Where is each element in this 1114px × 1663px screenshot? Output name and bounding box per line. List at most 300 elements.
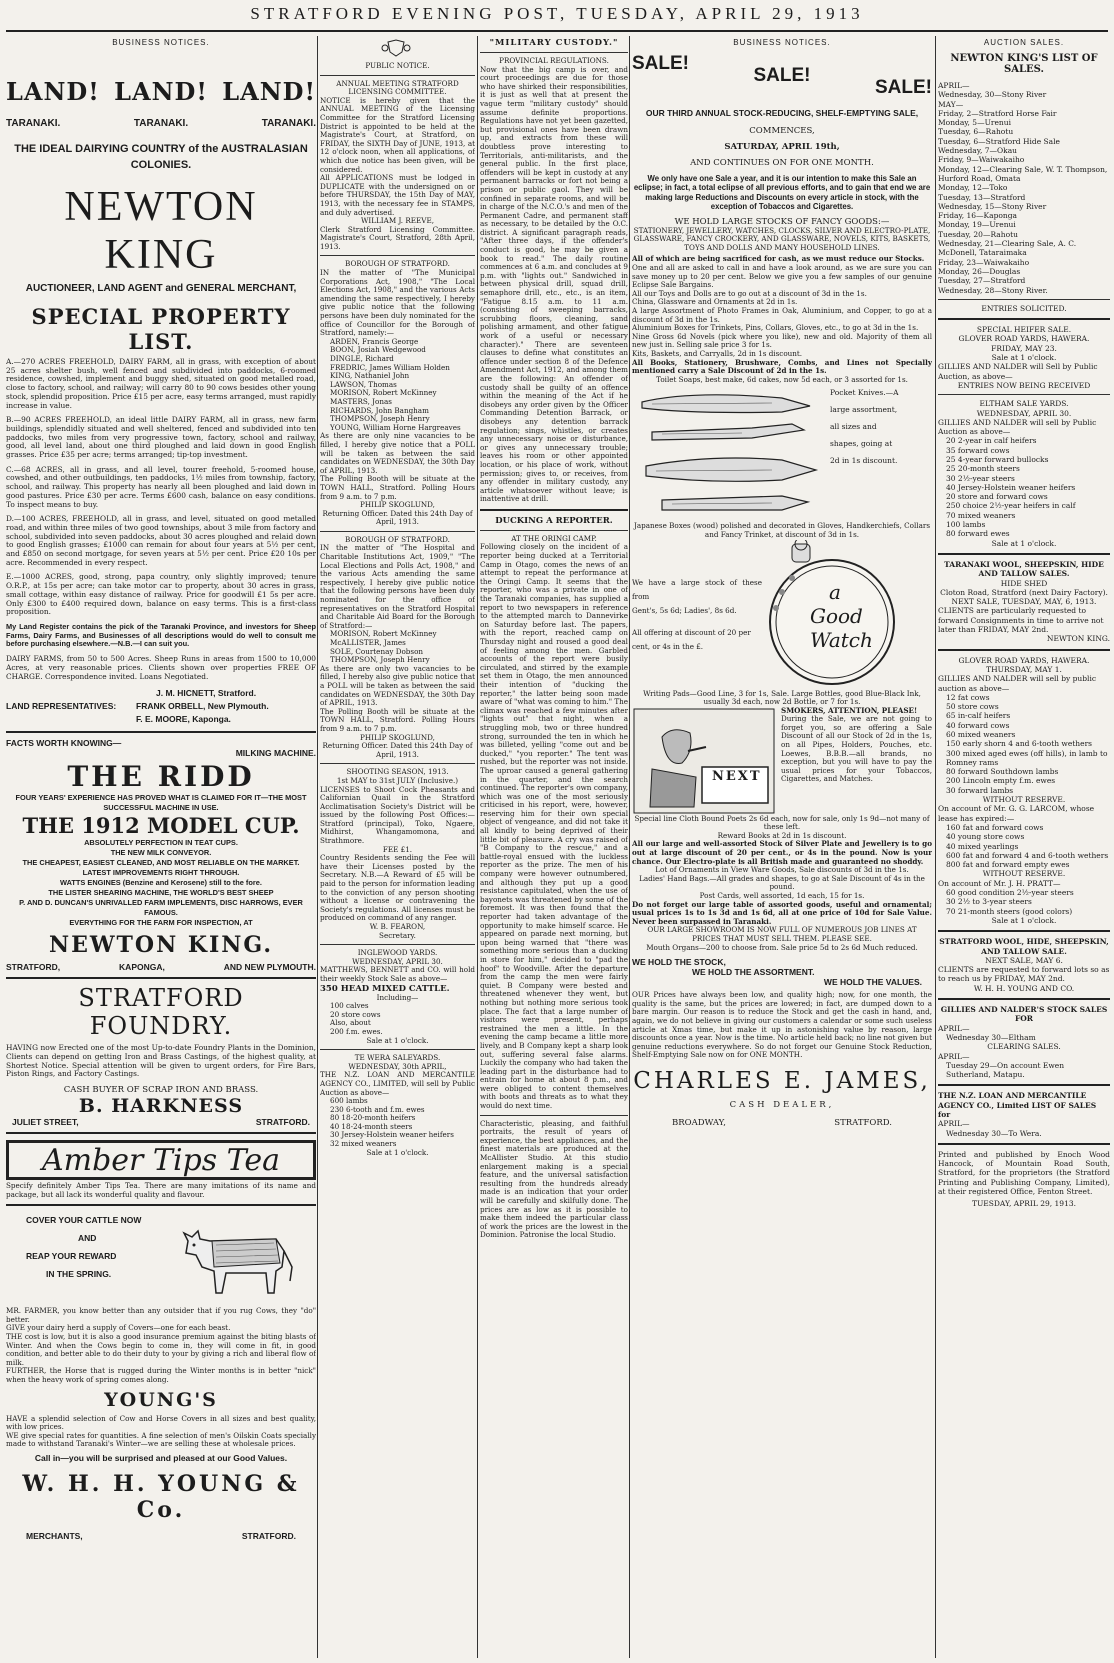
without-reserve: WITHOUT RESERVE. [982, 869, 1066, 879]
farmer-para: THE cost is low, but it is also a good insurance premium against the biting blasts of Winter. And when the Cows begin to come in, they will come in fit, in good condition, and better able to do their duty to your by giving a rich and liberal flow of milk. [6, 1331, 316, 1367]
nominee: FREDRIC, James William Holden [330, 362, 450, 372]
sale-time: Sale at 1 o'clock. [366, 1147, 429, 1157]
sale-date-item: Friday, 9—Waiwakaiho [938, 155, 1025, 165]
nominee: MORISON, Robert McKinney [330, 388, 437, 398]
column-divider [629, 36, 630, 1658]
stock-item: 60 good condition 2½-year steers [946, 888, 1074, 898]
borough-text: IN the matter of "The Municipal Corporations Act, 1908," "The Local Elections Act, 1908," and the various Acts amending the same respectively, I hereby give public notice that the following persons have been duly nominated for the office of Councillor for the Borough of Stratford, namely:— [320, 268, 475, 338]
applications-text: All APPLICATIONS must be lodged in DUPLICATE with the undersigned on or before THURSDAY, the 15th Day of MAY, 1913, with the necessary fee in STAMPS, and duly advertised. [320, 173, 475, 217]
nominee: LAWSON, Thomas [330, 379, 397, 389]
four-years-line: FOUR YEARS' EXPERIENCE HAS PROVED WHAT IS CLAIMED FOR IT—THE MOST SUCCESSFUL MACHINE IN USE. [15, 793, 307, 813]
next-sign: NEXT [712, 768, 762, 784]
divider [938, 299, 1110, 300]
sale-date-item: Tuesday 29—On account Ewen Sutherland, Matapu. [946, 1060, 1065, 1080]
stock-item: 200 f.m. ewes. [330, 1026, 383, 1036]
prices-text: OUR Prices have always been low, and quality high; now, for one month, the quality is the same, but the prices are lowered; in fact, are dumped down to a bare margin. Our reason is to reduce the Stock and get the cash in hand, and, again, we do not believe in giving our customers a calendar or some such useless article at Xmas time, but make it up in astonishing value by reason, large discounts once a year. Now is the time. No article held back; no line not given but genuine reductions everywhere. So do not forget our Genuine Stock Reduction, Shelf-Emptying Sale now on for ONE MONTH. [632, 990, 932, 1060]
bargain-list [632, 290, 932, 359]
military-custody-text: Now that the big camp is over, and court proceedings are due for those who have shirked their responsibilities, it is just as well that at present the vague term "military custody" should assume definite proportions. Regulations have not yet been gazetted, but provisional ones have been drawn up, and extracts from these will doubtless prove interesting to Territorials, anti-militarists, and the general public. In the first place, offenders will be kept in custody at any permanent barracks or fort not being a prison or public gaol. They will be confined in separate rooms, and will be in charge of the N.C.O.'s and men of the Permanent Cadre, and permanent staff as necessary, to be detailed by the O.C. district. A significant paragraph reads, "After three days, if the offender's conduct is good, he may be given a book to read." The daily routine commences at 6 a.m. and concludes at 9 p.m. with "lights out." Sandwiched in between physical drill, squad drill, semaphore drill, etc., etc., is an item, "Fatigue 8.15 a.m. to 11 a.m. (consisting of sweeping barracks, scrubbing floors, cleaning, sand polishing armament, and other fatigue work of a useful or necessary character)." There are seventeen clauses to define what constitutes an offence under section 8 of the Defence Amendment Act, 1912, and among them are the following: An offender of custody shall be guilty of an offence within the meaning of the Act if he disobeys any order given by the Officer Commanding Detention Barrack, or disobeys any detention barrack regulation; sings, whistles, or creates any unnecessary noise or disturbance, or gives any unnecessary trouble; leaves his room or other appointed location, or his place of work, without permission; gives to, or receives, from any offender in military custody, any article whatsoever without leave; is inattentive at drill. [480, 64, 628, 504]
next-sale-line: NEXT SALE, MAY 6. [985, 955, 1063, 965]
machine-line: THE CHEAPEST, EASIEST CLEANED, AND MOST RELIABLE ON THE MARKET. [22, 858, 300, 868]
stock-item: 20 store and forward cows [946, 492, 1048, 502]
divider [938, 394, 1110, 395]
covered-cow-illustration [166, 1211, 306, 1301]
handbags-line: Ladies' Hand Bags.—All grades and shapes, to go at Sale Discount of 4s in the pound. [639, 873, 925, 892]
sale-time: Sale at 1 o'clock. [991, 353, 1057, 363]
shooting-dates: 1st MAY to 31st JULY (Inclusive.) [336, 775, 459, 785]
stock-item: 200 Lincoln empty f.m. ewes [946, 776, 1056, 786]
third-annual-sale: OUR THIRD ANNUAL STOCK-REDUCING, SHELF-EMPTYING SALE, [645, 108, 919, 118]
watch-line: cent, or 4s in the £. [632, 641, 704, 651]
property-item: A.—270 ACRES FREEHOLD, DAIRY FARM, all in grass, with exception of about 25 acres shelter bush, well fenced and subdivided into paddocks, 6-roomed residence, cowshed, implement and buggy shed, situated on good metalled road, close to factory, school, and railway; will carry 80 to 90 cows besides other young stock, splendid proposition. Price £15 per acre, easy terms arranged, must rapidly increase in value. [6, 357, 316, 410]
watch-text [632, 576, 762, 654]
smokers-text-block [777, 707, 932, 815]
machine-line: ABSOLUTELY PERFECTION IN TEAT CUPS. [84, 838, 238, 848]
stock-item: 40 Jersey-Holstein weaner heifers [946, 482, 1076, 492]
gillies-nalder-text: GILLIES AND NALDER will Sell by Public Auction, as above— [938, 362, 1098, 381]
smokers-ad [632, 707, 932, 815]
machine-line: THE NEW MILK CONVEYOR. [110, 848, 212, 858]
machine-line: EVERYTHING FOR THE FARM FOR INSPECTION, AT [69, 918, 253, 928]
returning-officer-title: Returning Officer. Dated this 24th Day of April, 1913. [322, 741, 473, 759]
sale-date-item: Monday, 12—Toko [938, 183, 1008, 193]
gn-stock-sales-title: GILLIES AND NALDER'S STOCK SALES FOR [940, 1005, 1108, 1024]
divider [938, 1143, 1110, 1145]
smokers-title: SMOKERS, ATTENTION, PLEASE! [781, 705, 918, 715]
column-divider [477, 36, 478, 1658]
reeve-name: WILLIAM J. REEVE, [361, 216, 434, 226]
stock-item: Also, about [330, 1018, 371, 1028]
sale-date-item: Wednesday, 28—Stony River. [938, 285, 1048, 295]
cover-line: IN THE SPRING. [46, 1269, 112, 1280]
property-item: D.—100 ACRES, FREEHOLD, all in grass, and level, situated on good metalled road, and within three miles of two good townships, about 3 mile from factory and school, subdivided into seven paddocks, about 30 acres ploughed and relaid down to good English grasses; £1000 can remain for about four years at 5½ per cent, and £850 on second mortgage, for seven years at 5½ per cent. Price £20 10s per acre. Recommended in every respect. [6, 514, 316, 567]
sale-date-item: Wednesday, 21—Clearing Sale, A. C. McDonell, Tataraimaka [938, 239, 1077, 258]
column-auction-sales [938, 36, 1110, 1658]
column-heading: BUSINESS NOTICES. [112, 38, 210, 47]
foundry-text: HAVING now Erected one of the most Up-to-date Foundry Plants in the Dominion, Clients can depend on getting Iron and Brass Castings, of the highest quality, at Shortest Notice. Special attention will be given to urgent orders, for Fire Bars, Piston Rings, and Factory Castings. [6, 1043, 316, 1079]
stock-item: 40 forward cows [946, 720, 1010, 730]
town: STRATFORD. [241, 1530, 296, 1541]
sale-time: Sale at 1 o'clock. [991, 538, 1057, 548]
nominee-list [320, 338, 475, 433]
cover-cattle-headline [6, 1211, 166, 1301]
sale-date-item: MAY— [938, 99, 964, 109]
stock-item: 300 mixed aged ewes (off hills), in lamb to Romney rams [946, 748, 1108, 767]
stock-item: 20 store cows [330, 1009, 381, 1019]
polling-booth: The Polling Booth will be situate at the TOWN HALL, Stratford. Polling Hours from 9 a.m. to 7 p.m. [320, 706, 475, 733]
sale-date-item: Tuesday, 6—Stratford Hide Sale [938, 136, 1060, 146]
wool-sales-title: TARANAKI WOOL, SHEEPSKIN, HIDE AND TALLOW SALES. [944, 559, 1104, 579]
machine-lines [6, 838, 316, 928]
taranaki-banner [6, 118, 316, 129]
stock-item: 100 lambs [946, 520, 986, 530]
divider [938, 649, 1110, 651]
masthead-rule [6, 30, 1108, 32]
street: BROADWAY, [672, 1117, 726, 1128]
april-label: APRIL— [938, 1051, 970, 1061]
shooting-season-title: SHOOTING SEASON, 1913. [346, 767, 449, 777]
divider [320, 944, 475, 945]
pocket-knives-ad [632, 384, 932, 522]
column-divider [317, 36, 318, 1658]
annual-meeting-text: NOTICE is hereby given that the ANNUAL MEETING of the Licensing Committee for the Stratford Licensing District is appointed to be held at the Magistrate's Court, at Stratford, on FRIDAY, the SIXTH Day of JUNE, 1913, at 12 o'clock noon, when all applications, of which due notice has been given, will be considered. [320, 95, 475, 174]
nominee: DINGLE, Richard [330, 354, 394, 363]
town: KAPONGA, [119, 962, 165, 973]
head-cattle-line: 350 HEAD MIXED CATTLE. [320, 983, 450, 994]
stock-item: 70 mixed weaners [946, 510, 1016, 520]
stock-item: 40 young store cows [946, 832, 1025, 842]
bargain-item: Kits, Baskets, and Carryalls, 2d in 1s discount. [632, 348, 803, 358]
column-charles-james-sale [632, 36, 932, 1658]
representative: FRANK ORBELL, New Plymouth. [136, 701, 269, 712]
taranaki-word: TARANAKI. [133, 118, 189, 129]
printed-by: Printed and published by Enoch Wood Hancock, of Mountain Road South, Stratford, for the proprietors (the Stratford Printing and Publishing Company, Limited), at their registered Office, Fenton Street. [938, 1149, 1110, 1197]
divider [938, 930, 1110, 932]
land-word: LAND! [222, 77, 316, 106]
special-property-title: SPECIAL PROPERTY LIST. [31, 304, 291, 354]
newton-king-signature: NEWTON KING. [1046, 634, 1110, 644]
stocks-heading: WE HOLD LARGE STOCKS OF FANCY GOODS:— [674, 216, 890, 227]
nominee: THOMPSON, Joseph Henry [330, 414, 430, 424]
bargain-item: All our Toys and Dolls are to go out at a discount of 3d in the 1s. [632, 288, 867, 298]
newton-king-footer: NEWTON KING. [48, 932, 274, 959]
nominee: McALLISTER, James [330, 638, 406, 647]
facts-heading: FACTS WORTH KNOWING— [6, 738, 122, 749]
nz-loan-text: THE N.Z. LOAN AND MERCANTILE AGENCY CO., LIMITED, will sell by Public Auction as above— [320, 1070, 475, 1097]
poll-notice: As there are only two vacancies to be filled, I hereby also give public notice that a POLL will be taken as between the said candidates on WEDNESDAY, the 30th Day of APRIL, 1913. [320, 663, 475, 708]
provincial-regulations-subtitle: PROVINCIAL REGULATIONS. [499, 56, 609, 65]
sale-date-item: Monday, 5—Urenui [938, 118, 1011, 128]
land-banner [6, 77, 316, 106]
hold-stock: WE HOLD THE STOCK, [632, 957, 726, 968]
bargain-item: Aluminium Boxes for Trinkets, Pins, Collars, Gloves, etc., to go at 3d in the 1s. [632, 323, 919, 333]
clients-note: CLIENTS are particularly requested to forward Consignments in time to arrive not later than FRIDAY, MAY 2nd. [938, 606, 1104, 635]
stock-item: 32 mixed weaners [330, 1139, 397, 1149]
newton-king-title: NEWTON KING [64, 184, 258, 278]
nominee: THOMPSON, Joseph Henry [330, 655, 430, 665]
sale-date-item: Wednesday, 7—Okau [938, 146, 1018, 156]
youngs-title: YOUNG'S [104, 1388, 218, 1411]
stock-item: 40 18-24-month steers [330, 1121, 413, 1131]
tewera-list [320, 1097, 475, 1149]
april-label: APRIL— [938, 1119, 970, 1129]
stock-item: 100 calves [330, 1001, 369, 1011]
column-public-notices [320, 36, 475, 1658]
account-of: On account of Mr. G. G. LARCOM, whose lease has expired:— [938, 804, 1095, 823]
sale-date-item: Wednesday 30—Eltham [946, 1032, 1036, 1042]
cloton-road-line: Cloton Road, Stratford (next Dairy Factory). [940, 587, 1108, 597]
knives-line: 2d in 1s discount. [830, 456, 898, 466]
gillies-nalder-text: GILLIES AND NALDER will sell by Public Auction as above— [938, 417, 1097, 437]
representative: F. E. MOORE, Kaponga. [136, 714, 231, 725]
sale-word: SALE! [632, 53, 689, 74]
divider [480, 509, 628, 511]
coat-of-arms-icon [320, 36, 475, 58]
machine-line: THE LISTER SHEARING MACHINE, THE WORLD'S BEST SHEEP [48, 888, 274, 898]
stock-item: 600 lambs [330, 1096, 368, 1106]
annual-meeting-title: ANNUAL MEETING STRATFORD LICENSING COMMITTEE. [336, 78, 459, 97]
harkness-address [6, 1117, 316, 1127]
bargain-item: A large Assortment of Photo Frames in Oak, Aluminium, and Copper, to go at a discount of 3d in the 1s. [632, 305, 932, 324]
town: STRATFORD, [6, 962, 61, 973]
stock-item: 65 in-calf heifers [946, 711, 1011, 721]
land-word: LAND! [6, 77, 100, 106]
watch-line: All offering at discount of 20 per [632, 627, 751, 637]
stocks-list: STATIONERY, JEWELLERY, WATCHES, CLOCKS, SILVER AND ELECTRO-PLATE, GLASSWARE, FANCY CROCKERY, AND GLASSWARE, NOVELS, KITS, BASKETS, TOYS AND DOLLS AND MANY HOUSEHOLD LINES. [633, 225, 931, 252]
stock-item: 30 forward lambs [946, 785, 1014, 795]
divider [480, 1115, 628, 1116]
inglewood-list [320, 1002, 475, 1036]
divider [938, 1084, 1110, 1086]
nominee: KING, Nathaniel John [330, 371, 410, 381]
inglewood-date: WEDNESDAY, APRIL 30. [352, 956, 443, 966]
bargain-item: Nine Gross 6d Novels (pick where you like), new and old. Majority of them all new just in. Selling sale price 3 for 1s. [632, 331, 932, 350]
sales-list [938, 90, 1110, 295]
sale-date: SATURDAY, APRIL 19th, [724, 142, 840, 152]
watch-line: Gent's, 5s 6d; Ladies', 8s 6d. [632, 605, 737, 615]
account-of: On account of Mr. J. H. PRATT— [938, 878, 1061, 888]
whh-young-title: W. H. H. YOUNG & Co. [22, 1470, 300, 1523]
newton-king-list-title: NEWTON KING'S LIST OF SALES. [950, 53, 1098, 75]
entries-received: ENTRIES NOW BEING RECEIVED [957, 380, 1091, 390]
ornaments-line: Lot of Ornaments in View Ware Goods, Sale discounts of 3d in the 1s. [655, 865, 909, 875]
divider [320, 763, 475, 764]
stock-item: 30 2½-year steers [946, 473, 1015, 483]
stock-item: 25 4-year forward bullocks [946, 454, 1049, 464]
charles-address [632, 1118, 932, 1128]
sale-date-item: Monday, 19—Urenui [938, 220, 1016, 230]
assorted-table-line: Do not forget our large table of assorted goods, useful and ornamental; usual prices 1s to 1s 3d and 1s 6d, all at one price of 10d for Sale Value. Never been surpassed in Taranaki. [632, 899, 932, 926]
smokers-illustration [632, 707, 777, 815]
ducking-reporter-text: Following closely on the incident of a reporter being ducked at a Territorial Camp in Otago, comes the news of an attempt to repeat the performance at the Oringi Camp. It seems that the reporter, who was a private in one of the Taranaki companies, has supplied a report to two newspapers in reference to the attempted march to Dannevirke on Saturday before last. The papers, with the report, reached camp on Thursday night and roused a good deal of feeling among the men. Garbled accounts of the report were busily circulated, and stirred by the example set them in Otago, the men announced their intention of "ducking the reporter," the latter being soon made aware of "what was coming to him." The climax was reached a few minutes after "lights out" that night, when a struggling mob, two or three hundred strong, surrounded the ten in which he was billeted, yelling "come out and be ducked," "you reporter." The tent was rushed, but the reporter was not inside. The uproar caused a general gathering in the quarter, and the search continued. The reporter's own company, which was one of the most seriously criticised in his report, were, however, reserving him for their own special object of vengeance, and did not take it all kindly to being deprived of their little bit of pleasure. A cry was raised of "B Company to the rescue," and a battle-royal ensued with the luckless reporter as the prize. The men of his company were however outnumbered, and although they put up a good resistance capitulated, when the use of bayonets was threatened by some of the foremost. It was then found that the reporter had taken advantage of the opportunity to make himself scarce. He appeared on parade next morning, but upon being warned that "there was something more serious than a ducking in store for him," decided to "pad the hoof" to Woodville. After the departure from the camp the men were fairly quiet. B Company were bested and threatened whenever they went, but nothing but nothing more serious took place. The fact that a large number of visitors were present, perhaps restrained the men a little. In the evening the camp became a little more lively, and B Company kept a sharp look out, suffering several false alarms. Luckily the company who had taken the leading part in the disturbance had to entrain for home at about 8 p.m., and were obliged to content themselves with boots and threats as to what they would do next time. [480, 542, 628, 1111]
stock-item: 25 20-month steers [946, 464, 1020, 474]
stock-item: 250 choice 2½-year heifers in calf [946, 501, 1076, 511]
yards-title: GLOVER ROAD YARDS, HAWERA. [958, 655, 1090, 665]
divider [6, 1204, 316, 1206]
nominee: RICHARDS, John Bangham [330, 405, 429, 415]
soaps-line: Toilet Soaps, best make, 6d cakes, now 5d each, or 3 assorted for 1s. [656, 374, 908, 384]
stock-list [938, 888, 1110, 916]
sacrificed-line: All of which are being sacrificed for cash, as we must reduce our Stocks. [632, 254, 925, 264]
youngs-para: WE give special rates for quantities. A fine selection of men's Oilskin Coats specially made to withstand Taranaki's Winter—we are selling these at wholesale prices. [6, 1430, 316, 1449]
script-word: a [829, 579, 841, 604]
poll-notice: As there are only nine vacancies to be filled, I hereby give notice that a POLL will be taken as between the said candidates on WEDNESDAY, the 30th Day of APRIL, 1913. [320, 431, 475, 475]
borough-text: IN the matter of "The Hospital and Charitable Institutions Act, 1909," "The Local Elections and Polls Act, 1908," and the various Acts amending the same respectively, I hereby give public notice that the following persons have been duly nominated for the office of representatives on the Stratford Hospital and Charitable Aid Board for the Borough of Stratford:— [320, 543, 475, 630]
military-custody-title: "MILITARY CUSTODY." [489, 38, 619, 48]
stock-item: 12 fat cows [946, 692, 990, 702]
column-heading: BUSINESS NOTICES. [733, 38, 831, 47]
returning-officer-name: PHILIP SKOGLUND, [360, 500, 435, 510]
secretary-title: Secretary. [379, 930, 416, 940]
charles-james-title: CHARLES E. JAMES, [633, 1067, 931, 1094]
machine-line: WATTS ENGINES (Benzine and Kerosene) still to the fore. [60, 878, 262, 888]
nz-loan-title: THE N.Z. LOAN AND MERCANTILE AGENCY CO., Limited LIST OF SALES for [938, 1091, 1097, 1119]
cloth-poets-line: Special line Cloth Bound Poets 2s 6d each, now for sale, only 1s 9d—not many of these left. [634, 813, 930, 832]
land-representatives [6, 687, 316, 726]
property-item: B.—90 ACRES FREEHOLD, an ideal little DAIRY FARM, all in grass, new farm buildings, splendidly situated and well sheltered, fenced and subdivided into ten paddocks, two miles from very progressive town, factory, school and railway, good, all level land, about one third ploughed and laid down in good English grasses. Price £35 per acre; terms arranged; tip-top investment. [6, 415, 316, 460]
youngs-para: HAVE a splendid selection of Cow and Horse Covers in all sizes and best quality, with low prices. [6, 1413, 316, 1432]
watch-line: We have a large stock of these from [632, 577, 762, 601]
borough-title: BOROUGH OF STRATFORD. [345, 534, 450, 544]
knives-line: large assortment, [830, 405, 898, 415]
ideal-dairying-line: THE IDEAL DAIRYING COUNTRY of the AUSTRALASIAN COLONIES. [14, 143, 308, 171]
stock-item: 60 mixed weaners [946, 730, 1016, 739]
inglewood-title: INGLEWOOD YARDS. [357, 948, 438, 958]
without-reserve: WITHOUT RESERVE. [982, 795, 1066, 805]
sale-date-item: Friday, 2—Stratford Horse Fair [938, 108, 1057, 118]
merchants-line [6, 1531, 316, 1541]
postcards-line: Post Cards, well assorted, 1d each, 15 for 1s. [699, 891, 865, 901]
auctioneer-line: AUCTIONEER, LAND AGENT and GENERAL MERCHANT, [25, 283, 297, 294]
call-in-line: Call in—you will be surprised and pleased at our Good Values. [34, 1452, 288, 1463]
column-heading: AUCTION SALES. [983, 38, 1065, 47]
stock-item: 80 18-20-month heifers [330, 1113, 416, 1123]
including-label: Including— [376, 992, 419, 1002]
divider [480, 52, 628, 53]
knives-line: shapes, going at [830, 439, 893, 449]
returning-officer-name: PHILIP SKOGLUND, [360, 732, 435, 742]
scrap-buyer-line: CASH BUYER OF SCRAP IRON AND BRASS. [63, 1085, 259, 1096]
nominee: SOLE, Courtenay Dobson [330, 646, 424, 656]
town: STRATFORD. [834, 1117, 892, 1128]
borough-title: BOROUGH OF STRATFORD. [345, 259, 450, 269]
mouth-organs-line: Mouth Organs—200 to choose from. Sale price 5d to 2s 6d Much reduced. [646, 942, 918, 952]
town: STRATFORD. [255, 1117, 310, 1128]
good-watch-ad [632, 540, 932, 690]
divider [480, 530, 628, 531]
oringi-camp-subtitle: AT THE ORINGI CAMP. [511, 533, 597, 543]
farmer-para: MR. FARMER, you know better than any outsider that if you rug Cows, they "do" better. [6, 1306, 316, 1324]
sale-time: Sale at 1 o'clock. [366, 1035, 429, 1045]
divider [6, 977, 316, 979]
silver-plate-line: All our large and well-assorted Stock of Silver Plate and Jewellery is to go out at large discount of 20 per cent., or 4s in the pound. Now is your chance. Our Electro-plate is all British made and guaranteed no shoddy. [632, 839, 932, 866]
divider [6, 1132, 316, 1134]
printed-date: TUESDAY, APRIL 29, 1913. [971, 1199, 1077, 1209]
writing-pads-line: Writing Pads—Good Line, 3 for 1s, Sale. Large Bottles, good Blue-Black Ink, usually 3d each, now 2d Bottle, or 7 for 1s. [643, 688, 921, 707]
representatives-list [126, 687, 316, 726]
commences-label: COMMENCES, [749, 126, 815, 136]
stock-item: 30 Jersey-Holstein weaner heifers [330, 1130, 454, 1140]
yards-title: GLOVER ROAD YARDS, HAWERA. [958, 334, 1090, 344]
hold-values: WE HOLD THE VALUES. [823, 977, 922, 988]
heifer-sale-title: SPECIAL HEIFER SALE. [976, 325, 1072, 335]
property-item: E.—1000 ACRES, good, strong, papa country, only slightly improved; tenure O.R.P., at 15s per acre; can take motor car to property, about 30 acres in grass, small cottage, within easy distance of railway. Price for goodwill £1 5s per acre. Only £300 to £400 required down, balance on easy terms. This is a first-class proposition. [6, 572, 316, 617]
eclipse-text: We only have one Sale a year, and it is our intention to make this Sale an eclipse; in fact, a total eclipse of all previous efforts, and to gain that end we are making large Reductions and Discounts on every article in stock, with the exception of Tobaccos and Cigarettes. [633, 174, 931, 212]
divider [320, 75, 475, 76]
next-sale-line: NEXT SALE, TUESDAY, MAY, 6, 1913. [951, 597, 1097, 607]
sale-date-item: Tuesday, 20—Rahotu [938, 229, 1018, 239]
cattle-cover-ad [6, 1211, 316, 1301]
sale-date-item: Friday, 16—Kaponga [938, 211, 1018, 221]
yards-date: THURSDAY, MAY 1. [986, 664, 1062, 674]
town: AND NEW PLYMOUTH. [223, 962, 316, 973]
returning-officer-title: Returning Officer. Dated this 24th Day of April, 1913. [322, 508, 473, 527]
public-notice-label: PUBLIC NOTICE. [365, 61, 430, 70]
hide-sale-title: STRATFORD WOOL, HIDE, SHEEPSKIN, AND TALLOW SALE. [939, 937, 1109, 956]
stock-item: 35 forward cows [946, 445, 1010, 455]
representatives-label: LAND REPRESENTATIVES: [6, 701, 117, 712]
divider [938, 998, 1110, 1000]
stock-list [938, 823, 1110, 869]
sale-date-item: Tuesday, 27—Stratford [938, 276, 1026, 286]
stock-item: 70 21-month steers (good colors) [946, 906, 1073, 916]
pocket-knives-text [827, 384, 932, 522]
sale-word: SALE! [875, 77, 932, 98]
yards-title: ELTHAM SALE YARDS. [979, 399, 1069, 409]
divider [6, 731, 316, 733]
stock-item: 40 mixed yearlings [946, 841, 1019, 851]
knives-line: all sizes and [830, 422, 877, 432]
ducking-reporter-title: DUCKING A REPORTER. [495, 515, 613, 526]
bargain-item: China, Glassware and Ornaments at 2d in 1s. [632, 297, 798, 307]
cash-dealer-line: CASH DEALER, [729, 1099, 835, 1110]
stock-item: 230 6-tooth and f.m. ewes [330, 1104, 425, 1114]
hide-shed-label: HIDE SHED [1000, 578, 1048, 588]
machine-line: P. AND D. DUNCAN'S UNRIVALLED FARM IMPLEMENTS, DISC HARROWS, EVER FAMOUS. [19, 898, 303, 918]
stock-item: 20 2-year in calf heifers [946, 436, 1037, 446]
secretary-name: W. B. FEARON, [369, 922, 426, 931]
nominee: BOON, Josiah Wedgewood [330, 345, 426, 355]
yards-date: FRIDAY, MAY 23. [991, 343, 1057, 353]
good-watch-script [810, 579, 873, 652]
gillies-nalder-text: GILLIES AND NALDER will sell by public auction as above— [938, 674, 1097, 693]
april-label: APRIL— [938, 1023, 970, 1033]
showroom-line: OUR LARGE SHOWROOM IS NOW FULL OF NUMEROUS JOB LINES AT PRICES THAT MUST SELL THEM. PLEASE SEE. [647, 925, 917, 943]
column-news [480, 36, 628, 1658]
stock-item: 160 fat and forward cows [946, 822, 1044, 832]
yards-date: WEDNESDAY, APRIL 30. [976, 408, 1072, 418]
sale-banner [632, 53, 932, 99]
taranaki-word: TARANAKI. [261, 118, 316, 129]
stock-item: 600 fat and forward 4 and 6-tooth wethers [946, 850, 1109, 860]
divider [320, 1049, 475, 1050]
stock-item: 80 forward Southdown lambs [946, 767, 1059, 777]
nominee: MORISON, Robert McKinney [330, 629, 437, 639]
script-word: Good [810, 603, 863, 628]
books-line: All Books, Stationery, Brushware, Combs, and Lines not Specially mentioned carry a Sale Discount of 2d in the 1s. [632, 357, 932, 376]
clients-note: CLIENTS are requested to forward lots so as to reach us by FRIDAY, MAY 2nd. [938, 965, 1110, 984]
tewera-date: WEDNESDAY, 30th APRIL, [348, 1061, 447, 1071]
street: JULIET STREET, [12, 1117, 79, 1128]
sale-date-item: Tuesday, 13—Stratford [938, 192, 1026, 202]
sale-date-item: Tuesday, 6—Rahotu [938, 127, 1014, 137]
stock-item: 30 2½ to 3-year steers [946, 897, 1032, 907]
cover-line: AND [78, 1233, 97, 1244]
sale-date-item: Wednesday 30—To Wera. [946, 1128, 1042, 1138]
model-cup-title: THE 1912 MODEL CUP. [22, 813, 300, 839]
sale-date-item: Friday, 23—Waiwakaiho [938, 257, 1030, 267]
harkness-title: B. HARKNESS [78, 1095, 244, 1118]
young-co-signature: W. H. H. YOUNG AND CO. [973, 983, 1075, 993]
knives-line: Pocket Knives.—A [830, 388, 899, 398]
tewera-title: TE WERA SALEYARDS. [354, 1053, 441, 1063]
nominee: MASTERS, Jonas [330, 396, 392, 406]
hold-assortment: WE HOLD THE ASSORTMENT. [692, 967, 815, 978]
nominee: ARDEN, Francis George [330, 336, 419, 346]
farmer-para: GIVE your dairy herd a supply of Covers—one for each beast. [6, 1323, 231, 1333]
amber-tips-logo: Amber Tips Tea [6, 1140, 316, 1180]
divider [938, 318, 1110, 320]
divider [320, 255, 475, 256]
nominee: YOUNG, William Horne Hargreaves [330, 422, 461, 432]
newton-king-towns [6, 962, 316, 972]
stock-list [938, 436, 1110, 538]
divider [938, 553, 1110, 555]
land-word: LAND! [114, 77, 208, 106]
divider [320, 531, 475, 532]
stratford-foundry-title: STRATFORD FOUNDRY. [78, 984, 244, 1041]
property-item: C.—68 ACRES, all in grass, and all level, tourer freehold, 5-roomed house, cowshed, and other outbuildings, ten paddocks, 1½ miles from township, factory, school, and railway. This property has nearly all been ploughed and laid down in good pastures. Price £30 per acre. Terms £600 cash, balance on easy conditions. To inspect means to buy. [6, 464, 316, 509]
script-word: Watch [810, 627, 873, 652]
